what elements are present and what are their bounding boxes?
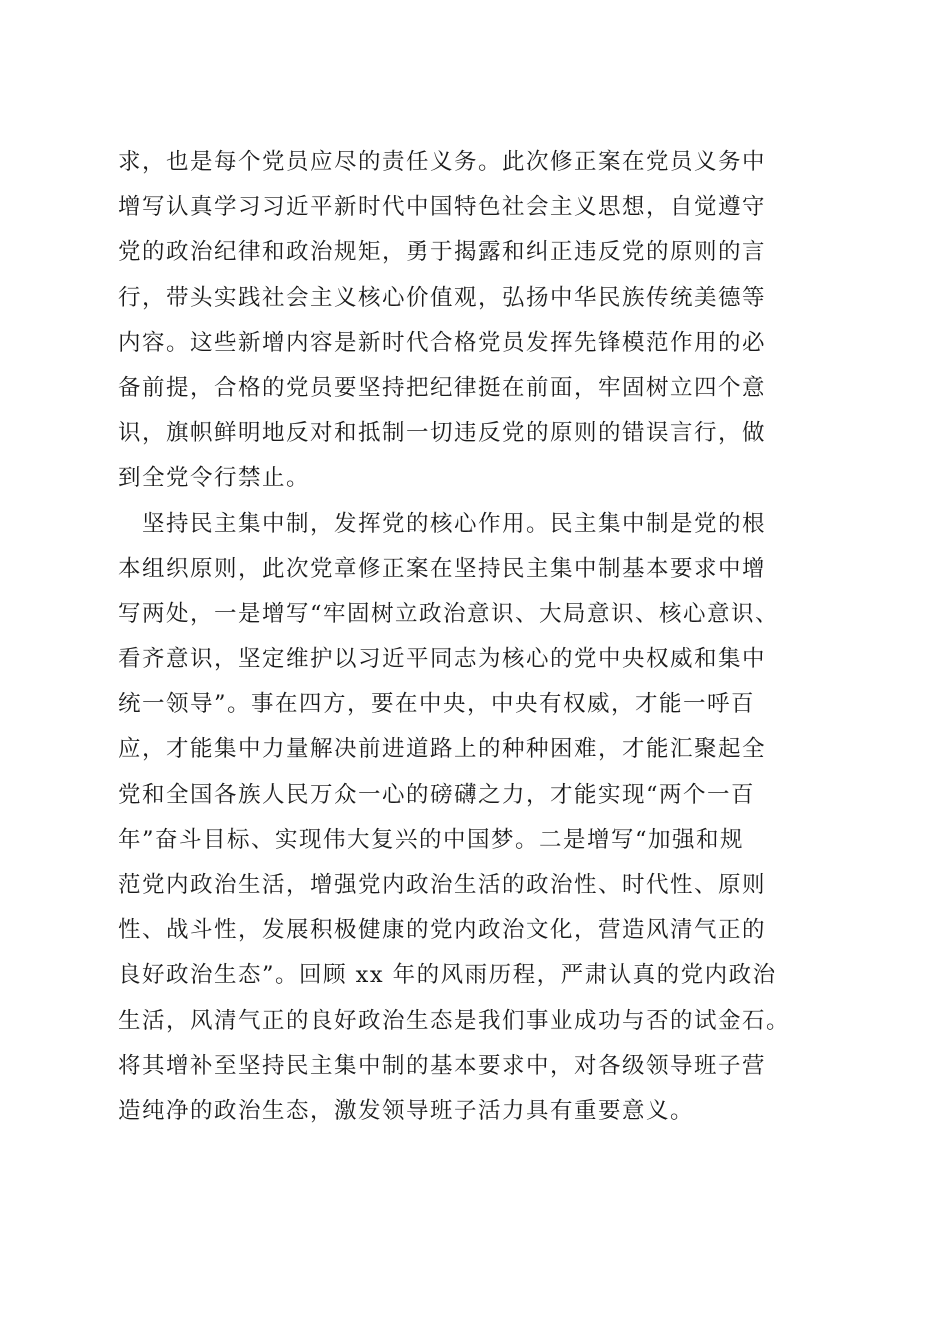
text-line: 写两处，一是增写“牢固树立政治意识、大局意识、核心意识、 bbox=[118, 600, 780, 627]
text-line: 到全党令行禁止。 bbox=[118, 465, 311, 492]
text-line: 党和全国各族人民万众一心的磅礴之力，才能实现“两个一百 bbox=[118, 781, 756, 808]
text-line: 本组织原则，此次党章修正案在坚持民主集中制基本要求中增 bbox=[118, 555, 767, 582]
paragraph-start-line: 坚持民主集中制，发挥党的核心作用。民主集中制是党的根 bbox=[118, 510, 767, 537]
text-line: 备前提，合格的党员要坚持把纪律挺在前面，牢固树立四个意 bbox=[118, 374, 767, 401]
text-line: 增写认真学习习近平新时代中国特色社会主义思想，自觉遵守 bbox=[118, 194, 767, 221]
text-line: 性、战斗性，发展积极健康的党内政治文化，营造风清气正的 bbox=[118, 917, 767, 944]
text-line: 内容。这些新增内容是新时代合格党员发挥先锋模范作用的必 bbox=[118, 329, 767, 356]
text-line: 统一领导”。事在四方，要在中央，中央有权威，才能一呼百 bbox=[118, 691, 756, 718]
text-line: 应，才能集中力量解决前进道路上的种种困难，才能汇聚起全 bbox=[118, 736, 767, 763]
text-line: 将其增补至坚持民主集中制的基本要求中，对各级领导班子营 bbox=[118, 1052, 767, 1079]
text-line: 求，也是每个党员应尽的责任义务。此次修正案在党员义务中 bbox=[118, 149, 767, 175]
body-text bbox=[118, 140, 838, 1134]
text-line: 生活，风清气正的良好政治生态是我们事业成功与否的试金石。 bbox=[118, 1007, 791, 1034]
text-line: 范党内政治生活，增强党内政治生活的政治性、时代性、原则 bbox=[118, 872, 767, 898]
text-line: 年”奋斗目标、实现伟大复兴的中国梦。二是增写“加强和规 bbox=[118, 826, 745, 853]
text-line: 识，旗帜鲜明地反对和抵制一切违反党的原则的错误言行，做 bbox=[118, 420, 767, 447]
text-line: 良好政治生态”。回顾 xx 年的风雨历程，严肃认真的党内政治 bbox=[118, 962, 777, 989]
text-line: 造纯净的政治生态，激发领导班子活力具有重要意义。 bbox=[118, 1097, 695, 1124]
text-line: 行，带头实践社会主义核心价值观，弘扬中华民族传统美德等 bbox=[118, 284, 767, 311]
text-line: 党的政治纪律和政治规矩，勇于揭露和纠正违反党的原则的言 bbox=[118, 239, 767, 266]
text-line: 看齐意识，坚定维护以习近平同志为核心的党中央权威和集中 bbox=[118, 646, 767, 673]
